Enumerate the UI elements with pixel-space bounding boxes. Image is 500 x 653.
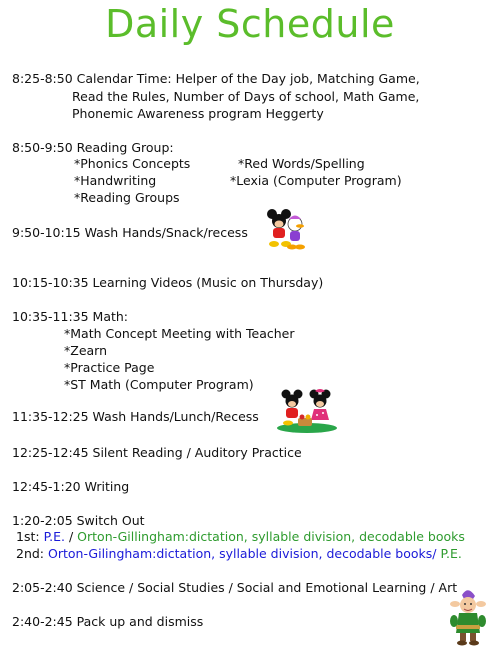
switch-first-separator: / [65,529,78,544]
mickey-daisy-clipart [262,206,308,254]
reading-item-lexia: *Lexia (Computer Program) [230,173,402,188]
science-line: 2:05-2:40 Science / Social Studies / Social and Emotional Learning / Art [12,580,458,595]
dismiss-line: 2:40-2:45 Pack up and dismiss [12,614,204,629]
mickey-minnie-picnic-clipart [274,388,340,434]
switch-first-prefix: 1st: [16,529,44,544]
switch-second-og: Orton-Gilingham:dictation, syllable division, decodable books/ [48,546,437,561]
lunch-line: 11:35-12:25 Wash Hands/Lunch/Recess [12,409,259,424]
switch-second-prefix: 2nd: [16,546,48,561]
math-item-practice-page: *Practice Page [64,360,155,375]
math-item-concept-meeting: *Math Concept Meeting with Teacher [64,326,295,341]
reading-item-groups: *Reading Groups [74,190,180,205]
calendar-line-1: 8:25-8:50 Calendar Time: Helper of the Day job, Matching Game, [12,71,420,86]
reading-item-red-words: *Red Words/Spelling [238,156,365,171]
math-heading: 10:35-11:35 Math: [12,309,129,324]
math-item-zearn: *Zearn [64,343,108,358]
dopey-dwarf-clipart [448,587,488,647]
math-item-st-math: *ST Math (Computer Program) [64,377,254,392]
calendar-line-3: Phonemic Awareness program Heggerty [72,106,324,121]
calendar-line-2: Read the Rules, Number of Days of school, Math Game, [72,89,420,104]
snack-line: 9:50-10:15 Wash Hands/Snack/recess [12,225,248,240]
switch-out-heading: 1:20-2:05 Switch Out [12,513,145,528]
switch-second-pe: P.E. [440,546,462,561]
reading-heading: 8:50-9:50 Reading Group: [12,140,174,155]
reading-item-handwriting: *Handwriting [74,173,157,188]
writing-line: 12:45-1:20 Writing [12,479,130,494]
videos-line: 10:15-10:35 Learning Videos (Music on Thursday) [12,275,324,290]
silent-reading-line: 12:25-12:45 Silent Reading / Auditory Practice [12,445,302,460]
switch-second-line [16,546,462,562]
switch-first-line [16,529,465,545]
switch-first-pe: P.E. [43,529,65,544]
reading-item-phonics: *Phonics Concepts [74,156,191,171]
switch-first-og: Orton-Gillingham:dictation, syllable division, decodable books [77,529,465,544]
page-title: Daily Schedule [105,2,395,46]
